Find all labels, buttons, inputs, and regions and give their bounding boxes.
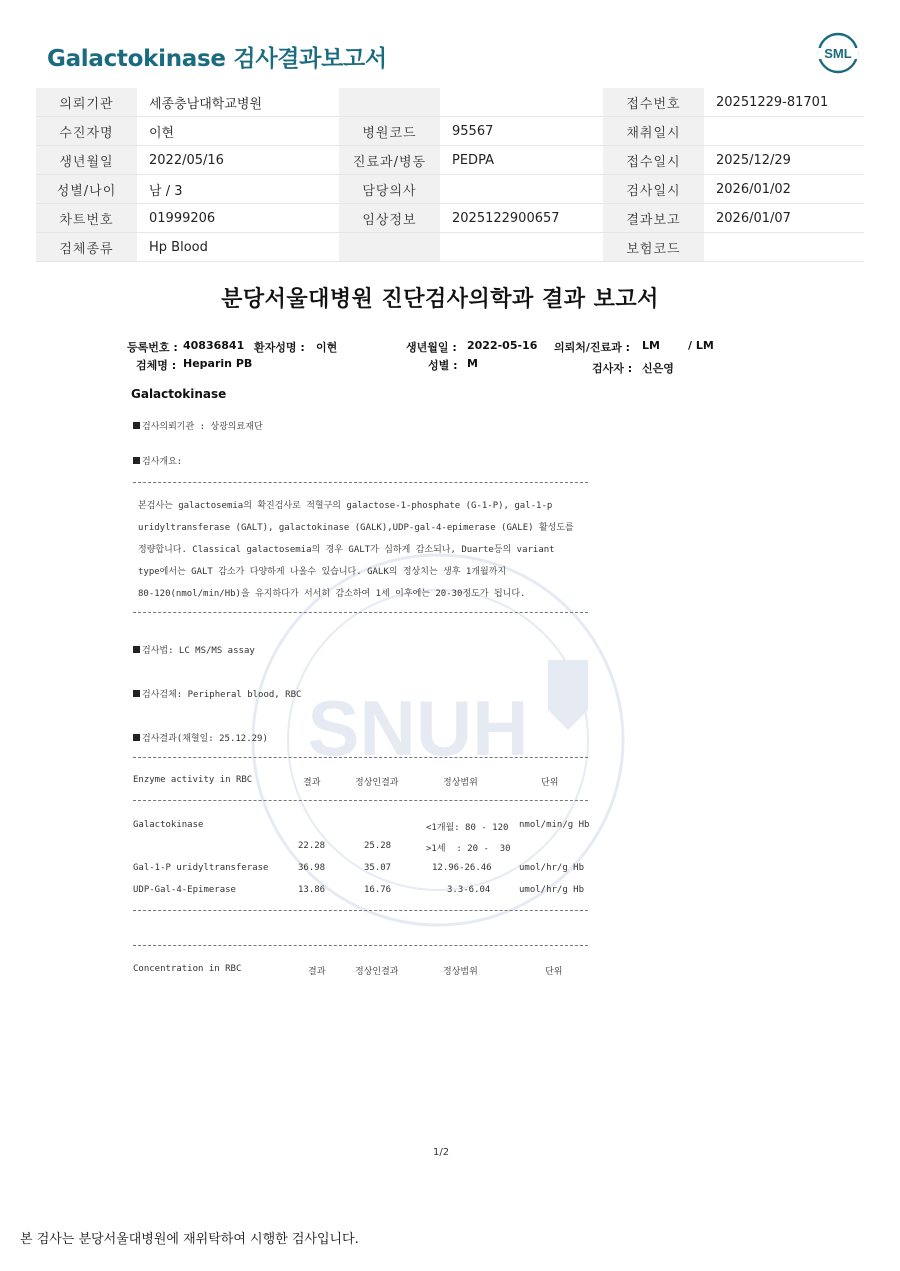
info-label: 접수번호 — [603, 88, 704, 117]
enzyme-range: <1개월: 80 - 120 — [426, 823, 509, 833]
birth-date: 2022-05-16 — [467, 339, 538, 352]
info-value — [440, 233, 603, 262]
info-label — [339, 233, 440, 262]
patient-info-table — [36, 88, 864, 262]
divider — [133, 482, 588, 483]
bullet-square-icon — [133, 422, 140, 429]
divider — [133, 945, 588, 946]
enzyme-col-result: 결과 — [303, 778, 321, 788]
info-value: 2026/01/07 — [704, 204, 864, 233]
test-name: Galactokinase — [131, 387, 227, 401]
reg-no: 40836841 — [183, 339, 245, 352]
bullet-square-icon — [133, 690, 140, 697]
enzyme-result: 22.28 — [298, 841, 326, 851]
info-label: 보험코드 — [603, 233, 704, 262]
info-label: 병원코드 — [339, 117, 440, 146]
enzyme-normal: 35.07 — [364, 863, 392, 873]
info-row — [36, 88, 864, 117]
divider — [133, 757, 588, 758]
examiner: 신은영 — [642, 362, 674, 375]
result-heading: 검사결과(채혈일: 25.12.29) — [133, 731, 268, 744]
info-row — [36, 204, 864, 233]
info-value — [704, 233, 864, 262]
info-label: 검체종류 — [36, 233, 137, 262]
info-label: 결과보고 — [603, 204, 704, 233]
divider — [133, 910, 588, 911]
overview-heading: 검사개요: — [133, 454, 182, 467]
info-value: 이현 — [137, 117, 339, 146]
overview-line: uridyltransferase (GALT), galactokinase (GALK),UDP-gal-4-epimerase (GALE) 활성도를 — [138, 523, 574, 533]
info-label — [339, 88, 440, 117]
agency-line: 검사의뢰기관 : 상광의료재단 — [133, 419, 263, 432]
info-value — [440, 175, 603, 204]
enzyme-name: Gal-1-P uridyltransferase — [133, 863, 269, 873]
info-value: 세종충남대학교병원 — [137, 88, 339, 117]
overview-line: 80-120(nmol/min/Hb)을 유지하다가 서서히 감소하여 1세 이후에는 20-30정도가 됩니다. — [138, 589, 526, 599]
info-value: Hp Blood — [137, 233, 339, 262]
sml-logo — [816, 31, 860, 75]
enzyme-range: 12.96-26.46 — [432, 863, 492, 873]
enzyme-unit: nmol/min/g Hb — [519, 820, 590, 830]
birth-label: 생년월일 : — [406, 341, 457, 354]
info-label: 진료과/병동 — [339, 146, 440, 175]
logo-text: SML — [824, 46, 852, 61]
conc-col-normal: 정상인결과 — [355, 967, 399, 977]
enzyme-result: 36.98 — [298, 863, 326, 873]
conc-col-name: Concentration in RBC — [133, 964, 242, 974]
sample-line: 검사검체: Peripheral blood, RBC — [133, 687, 301, 700]
sex-label: 성별 : — [428, 359, 458, 372]
snuh-watermark — [248, 550, 628, 930]
info-value: 01999206 — [137, 204, 339, 233]
info-value: 2022/05/16 — [137, 146, 339, 175]
enzyme-name: Galactokinase — [133, 820, 204, 830]
overview-line: type에서는 GALT 감소가 다양하게 나올수 있습니다. GALK의 정상치는 생후 1개월까지 — [138, 567, 507, 577]
reg-no-label: 등록번호 : — [127, 341, 178, 354]
bullet-square-icon — [133, 457, 140, 464]
info-label: 접수일시 — [603, 146, 704, 175]
info-value: 2025122900657 — [440, 204, 603, 233]
info-label: 채취일시 — [603, 117, 704, 146]
enzyme-col-normal: 정상인결과 — [355, 778, 399, 788]
enzyme-result: 13.86 — [298, 885, 326, 895]
patient-label: 환자성명 : — [254, 341, 305, 354]
enzyme-unit: umol/hr/g Hb — [519, 863, 585, 873]
enzyme-col-range: 정상범위 — [443, 778, 478, 788]
overview-line: 본검사는 galactosemia의 확진검사로 적혈구의 galactose-1-phosphate (G-1-P), gal-1-p — [138, 501, 553, 511]
bullet-square-icon — [133, 734, 140, 741]
info-label: 검사일시 — [603, 175, 704, 204]
info-value: 95567 — [440, 117, 603, 146]
info-value: 20251229-81701 — [704, 88, 864, 117]
info-value: 남 / 3 — [137, 175, 339, 204]
dept-value: LM — [642, 339, 660, 352]
sex: M — [467, 357, 478, 370]
method-line: 검사법: LC MS/MS assay — [133, 643, 255, 656]
info-row — [36, 117, 864, 146]
conc-col-result: 결과 — [308, 967, 326, 977]
watermark-text: SNUH — [307, 684, 529, 772]
conc-col-range: 정상범위 — [443, 967, 478, 977]
info-row — [36, 146, 864, 175]
info-label: 성별/나이 — [36, 175, 137, 204]
info-value — [440, 88, 603, 117]
info-value: PEDPA — [440, 146, 603, 175]
info-row — [36, 175, 864, 204]
info-row — [36, 233, 864, 262]
info-label: 수진자명 — [36, 117, 137, 146]
divider — [133, 800, 588, 801]
dept-value-2: / LM — [688, 339, 714, 352]
bullet-square-icon — [133, 646, 140, 653]
lab-report-title: 분당서울대병원 진단검사의학과 결과 보고서 — [221, 287, 659, 312]
info-label: 의뢰기관 — [36, 88, 137, 117]
examiner-label: 검사자 : — [592, 362, 633, 375]
enzyme-col-name: Enzyme activity in RBC — [133, 775, 253, 785]
enzyme-name: UDP-Gal-4-Epimerase — [133, 885, 236, 895]
info-value: 2025/12/29 — [704, 146, 864, 175]
info-value — [704, 117, 864, 146]
info-label: 임상정보 — [339, 204, 440, 233]
info-label: 차트번호 — [36, 204, 137, 233]
enzyme-range: >1세 : 20 - 30 — [426, 844, 511, 854]
report-title: Galactokinase 검사결과보고서 — [47, 46, 387, 72]
info-label: 생년월일 — [36, 146, 137, 175]
info-label: 담당의사 — [339, 175, 440, 204]
dept-label: 의뢰처/진료과 : — [554, 341, 631, 354]
enzyme-unit: umol/hr/g Hb — [519, 885, 585, 895]
conc-col-unit: 단위 — [545, 967, 563, 977]
patient-name: 이현 — [316, 341, 338, 354]
info-value: 2026/01/02 — [704, 175, 864, 204]
specimen-label: 검체명 : — [136, 359, 177, 372]
enzyme-range: 3.3-6.04 — [447, 885, 491, 895]
enzyme-col-unit: 단위 — [541, 778, 559, 788]
enzyme-normal: 25.28 — [364, 841, 392, 851]
overview-line: 정량합니다. Classical galactosemia의 경우 GALT가 심하게 감소되나, Duarte등의 variant — [138, 545, 555, 555]
page-number: 1/2 — [433, 1147, 450, 1158]
divider — [133, 612, 588, 613]
enzyme-normal: 16.76 — [364, 885, 392, 895]
footer-note: 본 검사는 분당서울대병원에 재위탁하여 시행한 검사입니다. — [20, 1232, 359, 1247]
specimen: Heparin PB — [183, 357, 253, 370]
